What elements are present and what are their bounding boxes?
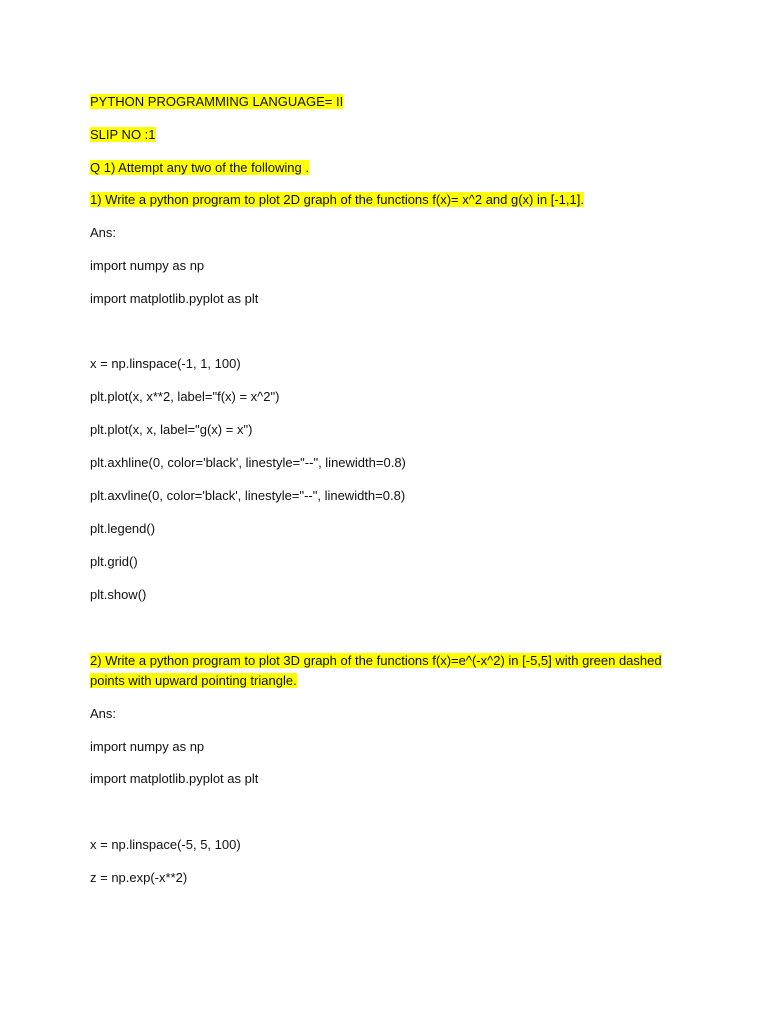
code-line: import numpy as np <box>90 739 205 754</box>
code-line: plt.plot(x, x**2, label="f(x) = x^2") <box>90 389 280 404</box>
answer-label-1: Ans: <box>90 225 117 240</box>
question-2-prompt-continued: points with upward pointing triangle. <box>90 673 297 688</box>
code-line: import matplotlib.pyplot as plt <box>90 771 259 786</box>
code-line: plt.plot(x, x, label="g(x) = x") <box>90 422 253 437</box>
question-2-prompt: 2) Write a python program to plot 3D graph of the functions f(x)=e^(-x^2) in [-5,5] with green dashed <box>90 653 662 668</box>
code-line: plt.axhline(0, color='black', linestyle="--", linewidth=0.8) <box>90 455 406 470</box>
document-title: PYTHON PROGRAMMING LANGUAGE= II <box>90 94 344 109</box>
code-line: plt.grid() <box>90 554 138 569</box>
code-line: import matplotlib.pyplot as plt <box>90 291 259 306</box>
code-line: plt.legend() <box>90 521 156 536</box>
code-line: plt.show() <box>90 587 147 602</box>
slip-number: SLIP NO :1 <box>90 127 156 142</box>
code-line: plt.axvline(0, color='black', linestyle="--", linewidth=0.8) <box>90 488 406 503</box>
question-1-prompt: 1) Write a python program to plot 2D graph of the functions f(x)= x^2 and g(x) in [-1,1]. <box>90 192 584 207</box>
answer-label-2: Ans: <box>90 706 117 721</box>
question-heading: Q 1) Attempt any two of the following . <box>90 160 309 175</box>
code-line: x = np.linspace(-1, 1, 100) <box>90 356 241 371</box>
code-line: z = np.exp(-x**2) <box>90 870 188 885</box>
code-line: import numpy as np <box>90 258 205 273</box>
code-line: x = np.linspace(-5, 5, 100) <box>90 837 241 852</box>
